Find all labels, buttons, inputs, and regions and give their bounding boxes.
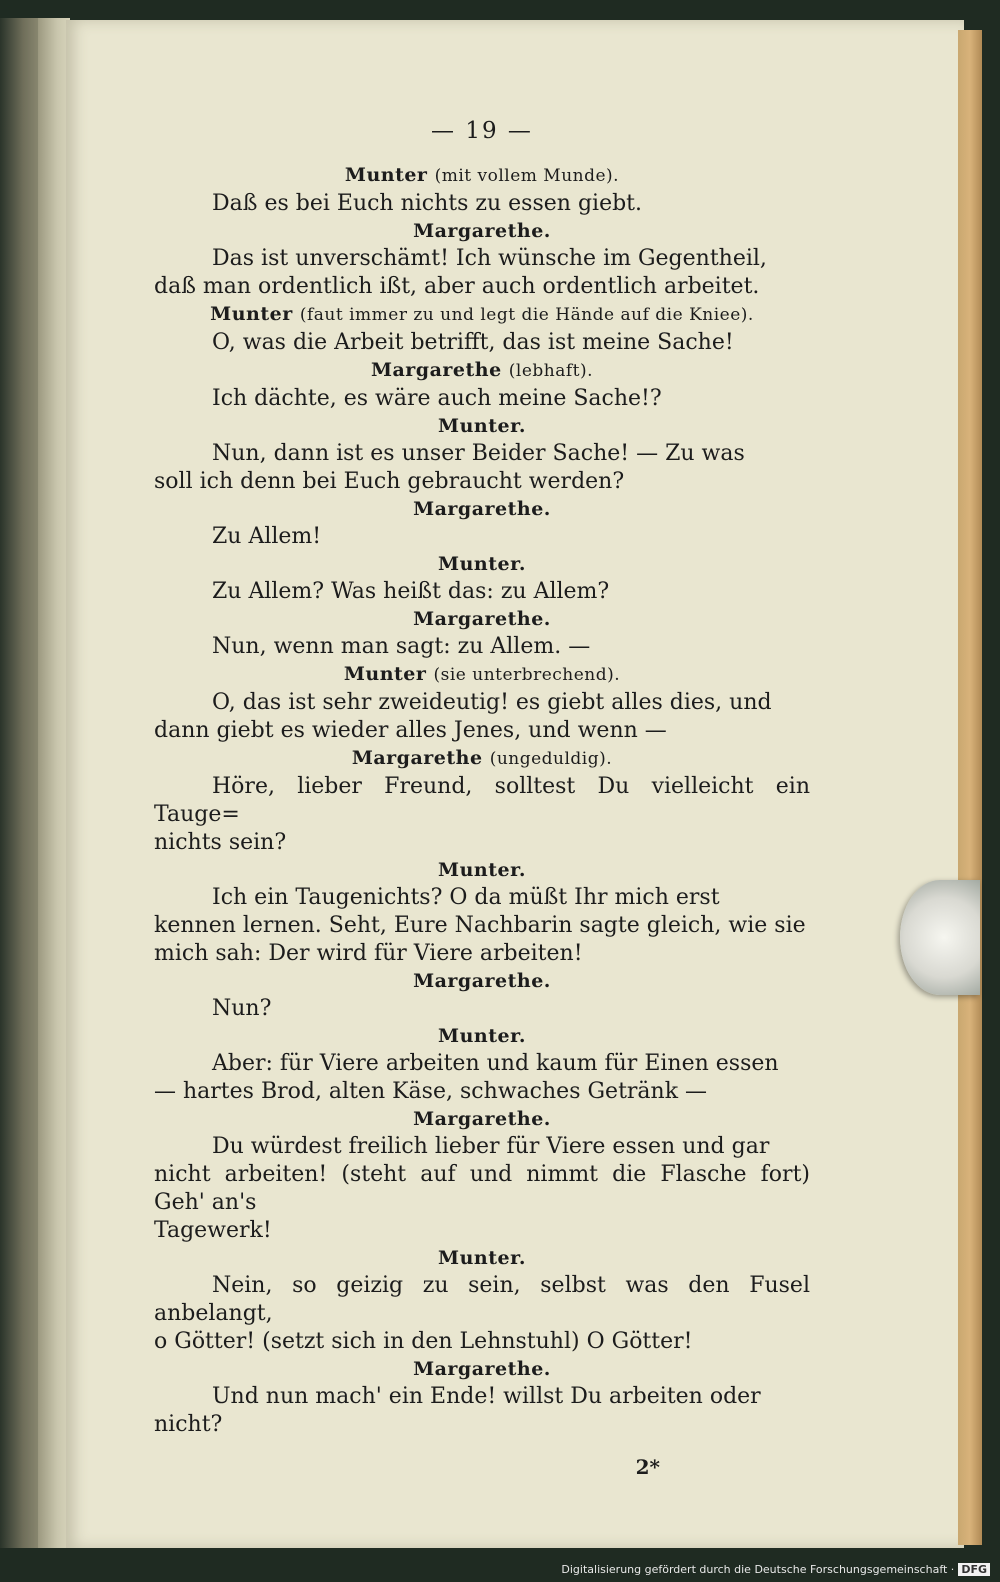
stage-direction: (ungeduldig). [489, 749, 613, 769]
dialogue-line: kennen lernen. Seht, Eure Nachbarin sagte gleich, wie sie [154, 913, 806, 938]
dialogue-line: mich sah: Der wird für Viere arbeiten! [154, 941, 583, 966]
speaker-heading [154, 496, 810, 523]
speaker-name: Margarethe [351, 747, 483, 769]
stage-direction: (mit vollem Munde). [434, 166, 620, 186]
speaker-name: Munter [344, 164, 428, 186]
dialogue-line: O, das ist sehr zweideutig! es giebt alles dies, und [212, 690, 772, 715]
printer-signature: 2* [635, 1455, 660, 1479]
speaker-heading [154, 413, 810, 440]
speaker-name: Munter. [438, 415, 526, 437]
speaker-heading [154, 857, 810, 884]
dialogue-line: Zu Allem! [212, 524, 322, 549]
page-number: — 19 — [431, 118, 533, 144]
dialogue-line: Zu Allem? Was heißt das: zu Allem? [212, 579, 610, 604]
speaker-name: Margarethe. [413, 1358, 551, 1380]
dialogue-line: Nun? [212, 996, 272, 1021]
dialogue-line: Nun, wenn man sagt: zu Allem. — [212, 634, 591, 659]
dialogue-line: Du würdest freilich lieber für Viere essen und gar [212, 1134, 770, 1159]
speaker-heading [154, 1106, 810, 1133]
dialogue-line: Daß es bei Euch nichts zu essen giebt. [212, 191, 642, 216]
dfg-logo: DFG [958, 1563, 990, 1576]
credit-text: Digitalisierung gefördert durch die Deutsche Forschungsgemeinschaft · [561, 1563, 955, 1576]
dialogue-line: nichts sein? [154, 830, 287, 855]
speaker-name: Margarethe. [413, 608, 551, 630]
stage-direction: (sie unterbrechend). [433, 665, 621, 685]
dialogue [154, 162, 810, 1439]
dialogue-line: Nun, dann ist es unser Beider Sache! — Zu was [212, 441, 745, 466]
stage-direction: (faut immer zu und legt die Hände auf die Kniee). [299, 305, 754, 325]
speaker-heading [154, 1356, 810, 1383]
speaker-name: Munter. [438, 1247, 526, 1269]
page-stack-edge [958, 30, 982, 1545]
page-content [154, 118, 810, 1479]
speaker-name: Munter. [438, 553, 526, 575]
dialogue-line: nicht arbeiten! (steht auf und nimmt die Flasche fort) Geh' an's [154, 1162, 810, 1215]
dialogue-line: Ich dächte, es wäre auch meine Sache!? [212, 386, 662, 411]
speaker-name: Margarethe. [413, 1108, 551, 1130]
stage-direction: (lebhaft). [508, 361, 594, 381]
dialogue-line: dann giebt es wieder alles Jenes, und wenn — [154, 718, 667, 743]
speaker-heading [154, 745, 810, 773]
speaker-name: Munter. [438, 859, 526, 881]
book-spine [0, 18, 42, 1548]
dialogue-line: Nein, so geizig zu sein, selbst was den Fusel anbelangt, [154, 1273, 810, 1326]
speaker-name: Margarethe [370, 359, 502, 381]
dialogue-line: Das ist unverschämt! Ich wünsche im Gegentheil, [212, 246, 767, 271]
dialogue-line: o Götter! (setzt sich in den Lehnstuhl) O Götter! [154, 1329, 693, 1354]
dialogue-line: Höre, lieber Freund, solltest Du vielleicht ein Tauge= [154, 774, 810, 827]
speaker-heading [154, 661, 810, 689]
dialogue-line: Tagewerk! [154, 1218, 272, 1243]
speaker-heading [154, 218, 810, 245]
speaker-name: Munter [343, 663, 427, 685]
speaker-name: Munter [210, 303, 293, 325]
dialogue-line: daß man ordentlich ißt, aber auch ordentlich arbeitet. [154, 274, 760, 299]
dialogue-line: — hartes Brod, alten Käse, schwaches Getränk — [154, 1079, 708, 1104]
dialogue-line: Und nun mach' ein Ende! willst Du arbeiten oder [212, 1384, 761, 1409]
digitization-credit [561, 1563, 990, 1576]
dialogue-line: O, was die Arbeit betrifft, das ist meine Sache! [212, 330, 734, 355]
speaker-heading [154, 301, 810, 329]
speaker-name: Margarethe. [413, 970, 551, 992]
dialogue-line: soll ich denn bei Euch gebraucht werden? [154, 469, 625, 494]
speaker-name: Margarethe. [413, 220, 551, 242]
dialogue-line: Ich ein Taugenichts? O da müßt Ihr mich erst [212, 885, 720, 910]
speaker-heading [154, 162, 810, 190]
speaker-heading [154, 551, 810, 578]
speaker-name: Munter. [438, 1025, 526, 1047]
dialogue-line: Aber: für Viere arbeiten und kaum für Einen essen [212, 1051, 779, 1076]
speaker-heading [154, 357, 810, 385]
speaker-heading [154, 1023, 810, 1050]
speaker-heading [154, 1245, 810, 1272]
speaker-name: Margarethe. [413, 498, 551, 520]
dialogue-line: nicht? [154, 1412, 223, 1437]
speaker-heading [154, 606, 810, 633]
page-turn-handle[interactable] [900, 880, 980, 995]
speaker-heading [154, 968, 810, 995]
